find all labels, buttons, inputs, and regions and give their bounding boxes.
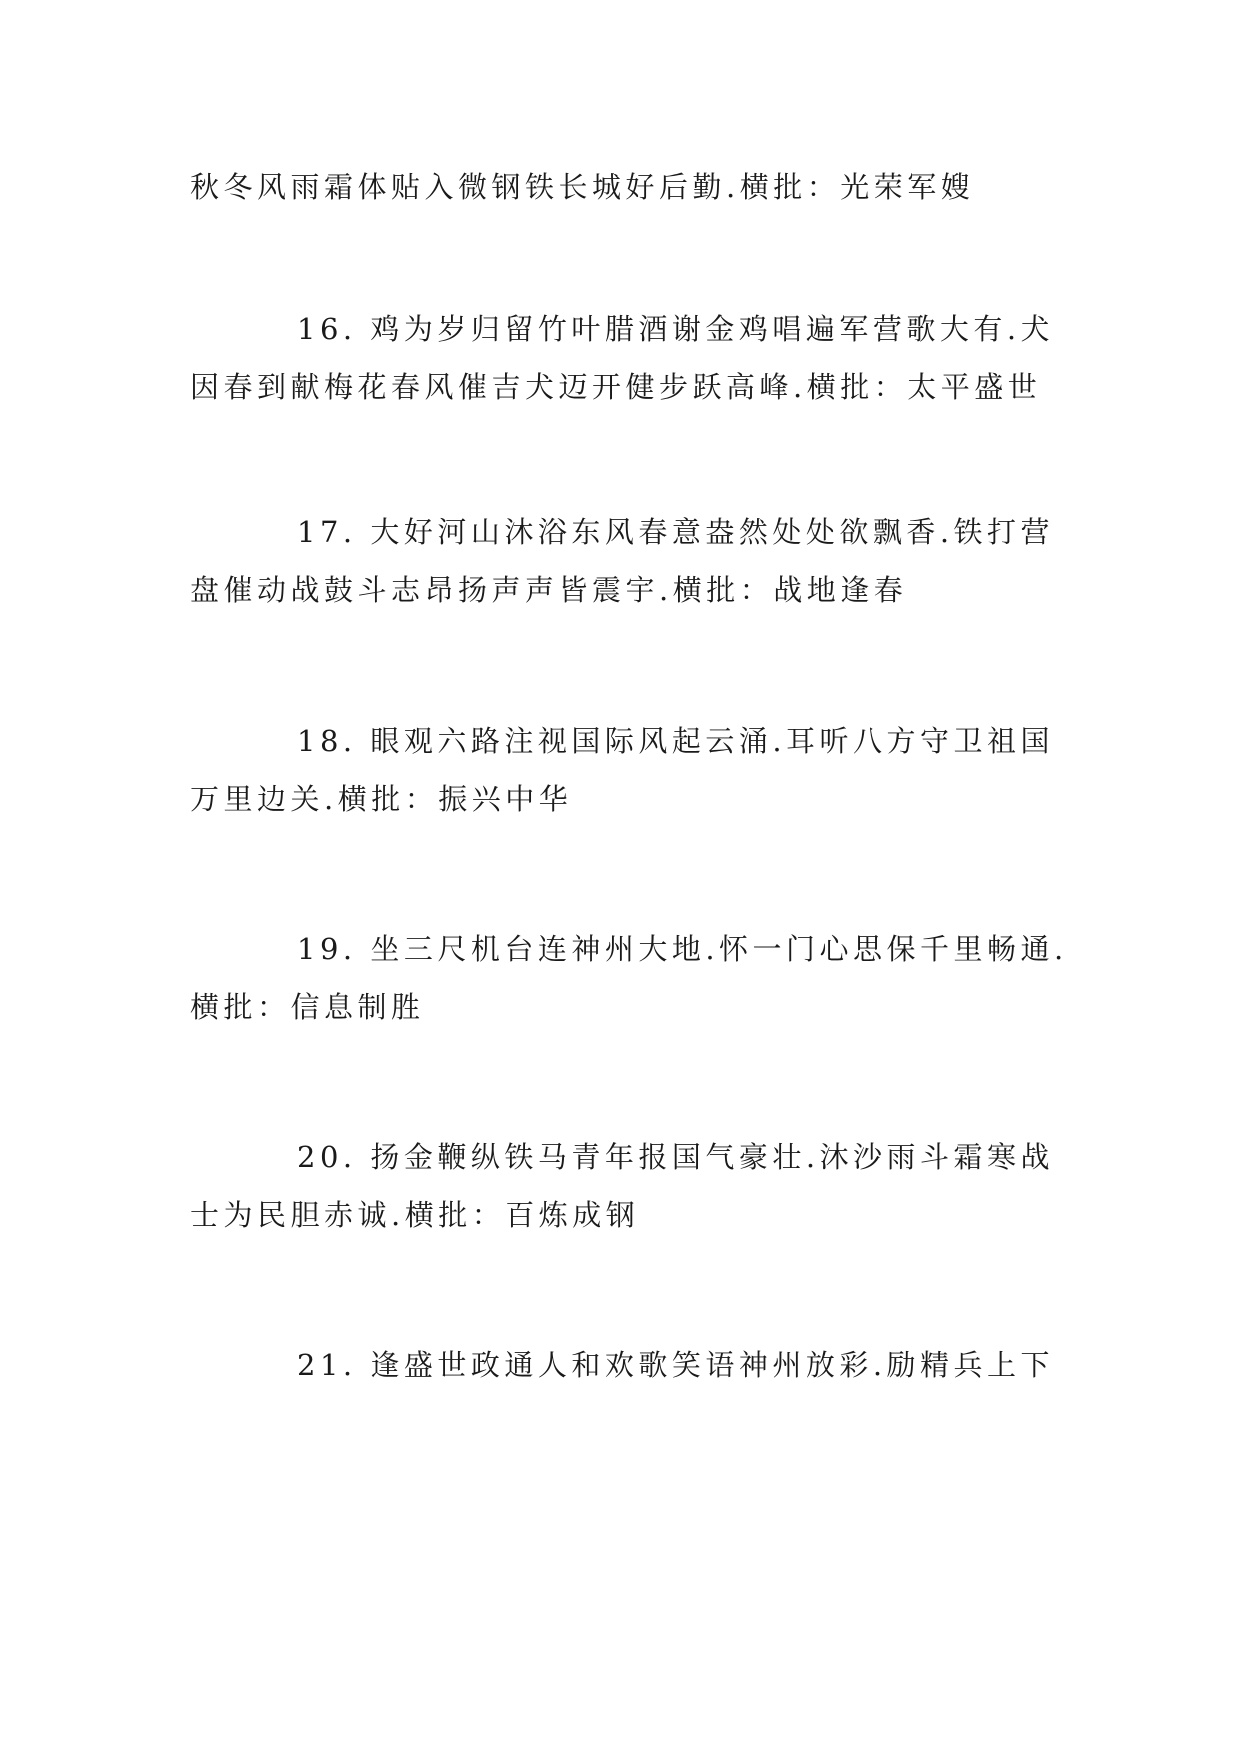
paragraph-first-line: 17. 大好河山沐浴东风春意盎然处处欲飘香.铁打营 (297, 515, 1055, 549)
paragraph-first-line: 21. 逢盛世政通人和欢歌笑语神州放彩.励精兵上下 (297, 1348, 1055, 1382)
couplet-item-21 (190, 1336, 1055, 1394)
paragraph-second-line: 盘催动战鼓斗志昂扬声声皆震宇.横批：战地逢春 (190, 573, 908, 607)
paragraph-second-line: 士为民胆赤诚.横批：百炼成钢 (190, 1198, 640, 1232)
paragraph-first-line: 20. 扬金鞭纵铁马青年报国气豪壮.沐沙雨斗霜寒战 (297, 1140, 1055, 1174)
couplet-item-20 (190, 1128, 1055, 1244)
couplet-item-16 (190, 300, 1055, 416)
couplet-item-18 (190, 712, 1055, 828)
couplet-item-19 (190, 920, 1068, 1036)
paragraph-second-line: 因春到献梅花春风催吉犬迈开健步跃高峰.横批：太平盛世 (190, 370, 1042, 404)
paragraph-first-line: 18. 眼观六路注视国际风起云涌.耳听八方守卫祖国 (297, 724, 1055, 758)
paragraph-second-line: 横批：信息制胜 (190, 990, 425, 1024)
paragraph-first-line: 16. 鸡为岁归留竹叶腊酒谢金鸡唱遍军营歌大有.犬 (297, 312, 1055, 346)
paragraph-continuation (190, 158, 1050, 216)
paragraph-first-line: 19. 坐三尺机台连神州大地.怀一门心思保千里畅通. (297, 932, 1068, 966)
paragraph-second-line: 万里边关.横批：振兴中华 (190, 782, 573, 816)
couplet-item-17 (190, 503, 1055, 619)
paragraph-line: 秋冬风雨霜体贴入微钢铁长城好后勤.横批：光荣军嫂 (190, 170, 975, 204)
